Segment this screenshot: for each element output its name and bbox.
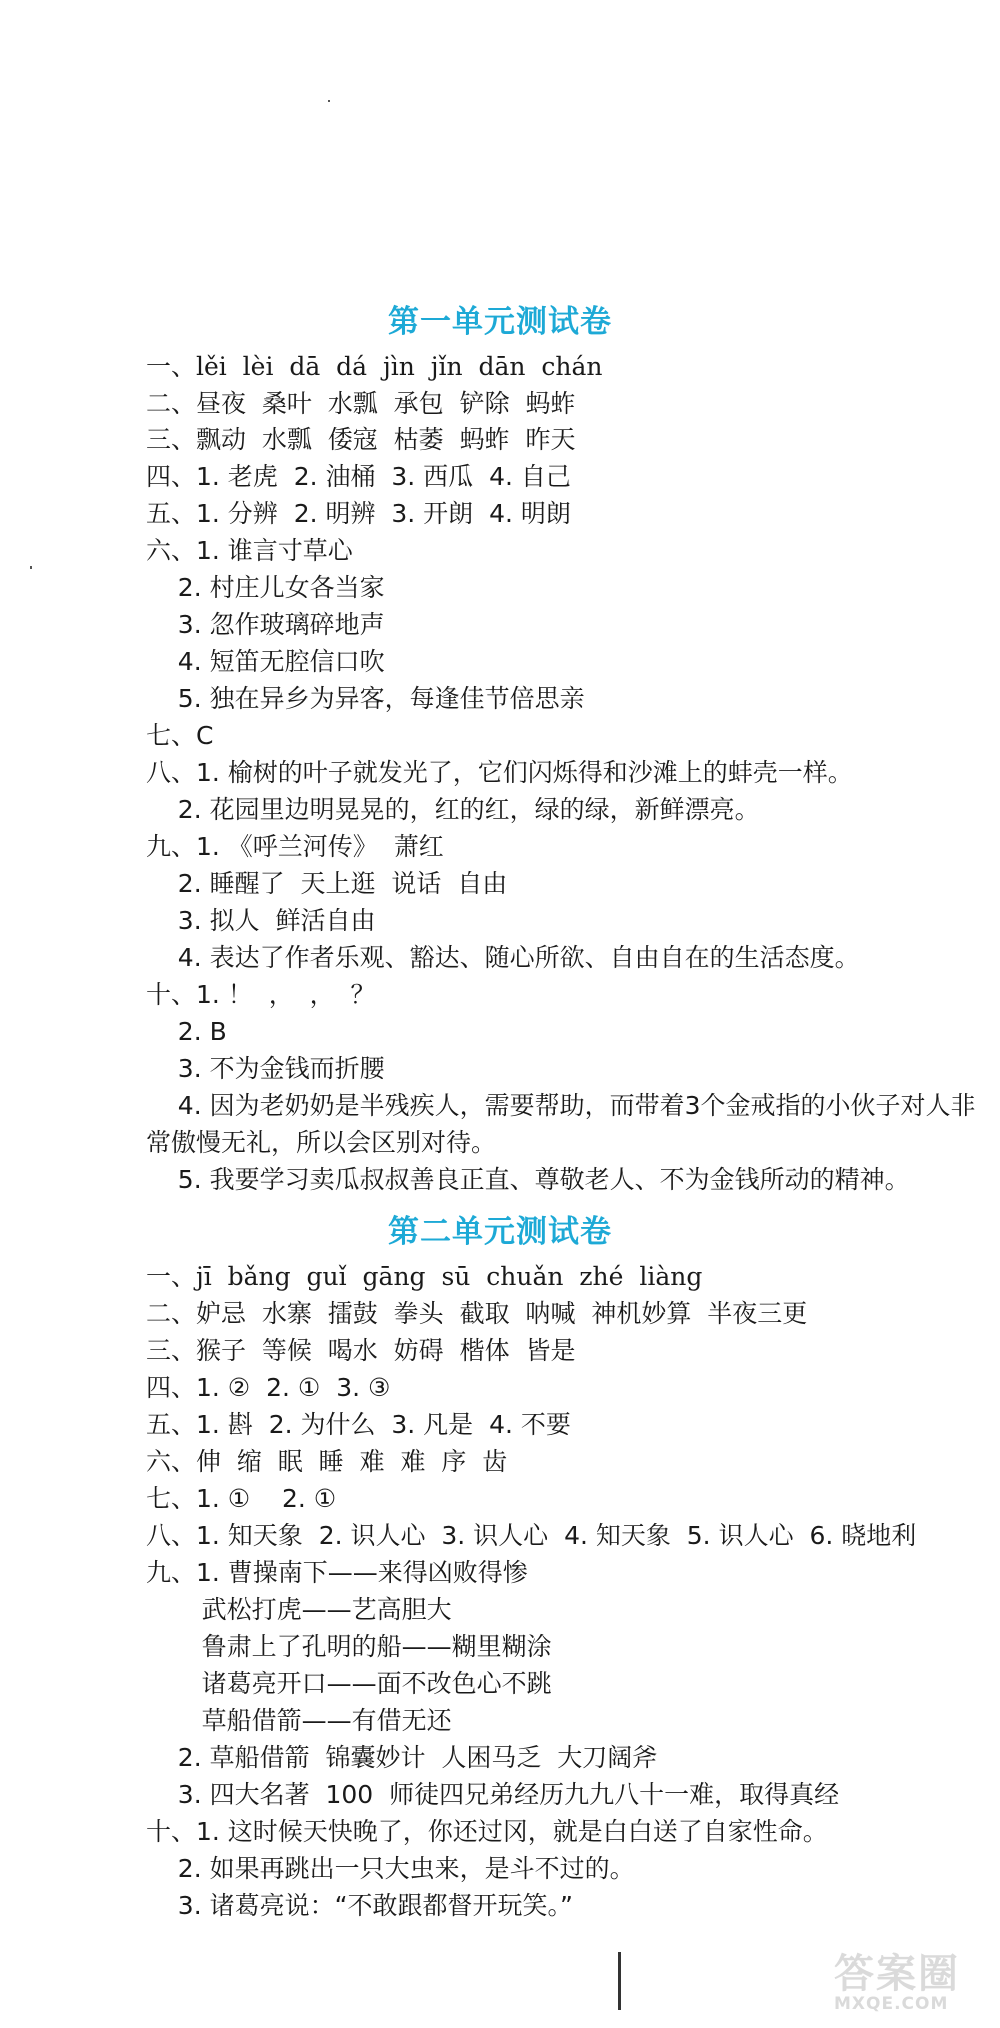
unit1-line-3: 三、飘动 水瓢 倭寇 枯萎 蚂蚱 昨天 <box>146 425 576 454</box>
unit2-line-10: 武松打虎——艺高胆大 <box>146 1595 452 1624</box>
unit2-line-2: 二、妒忌 水寨 擂鼓 拳头 截取 呐喊 神机妙算 半夜三更 <box>146 1299 808 1328</box>
unit2-line-18: 3. 诸葛亮说：“不敢跟都督开玩笑。” <box>146 1891 573 1920</box>
unit1-line-21: 4. 因为老奶奶是半残疾人，需要帮助，而带着3个金戒指的小伙子对人非 <box>146 1091 976 1120</box>
scan-dot <box>30 566 32 569</box>
unit1-line-20: 3. 不为金钱而折腰 <box>146 1054 385 1083</box>
unit2-title: 第二单元测试卷 <box>388 1214 612 1250</box>
unit1-line-2: 二、昼夜 桑叶 水瓢 承包 铲除 蚂蚱 <box>146 389 576 418</box>
unit1-line-4: 四、1. 老虎 2. 油桶 3. 西瓜 4. 自己 <box>146 462 571 491</box>
unit2-line-8: 八、1. 知天象 2. 识人心 3. 识人心 4. 知天象 5. 识人心 6. 晓地利 <box>146 1521 917 1550</box>
unit2-line-11: 鲁肃上了孔明的船——糊里糊涂 <box>146 1632 552 1661</box>
unit2-line-15: 3. 四大名著 100 师徒四兄弟经历九九八十一难，取得真经 <box>146 1780 840 1809</box>
watermark-text: 答案圈 <box>834 1951 960 1997</box>
unit2-line-6: 六、伸 缩 眠 睡 难 难 序 齿 <box>146 1447 508 1476</box>
unit2-line-12: 诸葛亮开口——面不改色心不跳 <box>146 1669 552 1698</box>
unit2-line-9: 九、1. 曹操南下——来得凶败得惨 <box>146 1558 528 1587</box>
unit1-line-8: 3. 忽作玻璃碎地声 <box>146 610 385 639</box>
unit2-line-13: 草船借箭——有借无还 <box>146 1706 452 1735</box>
unit2-line-5: 五、1. 斟 2. 为什么 3. 凡是 4. 不要 <box>146 1410 571 1439</box>
unit1-line-1: 一、lěi lèi dā dá jìn jǐn dān chán <box>146 352 603 381</box>
unit1-line-13: 2. 花园里边明晃晃的，红的红，绿的绿，新鲜漂亮。 <box>146 795 760 824</box>
unit1-line-18: 十、1. ！ ， ， ？ <box>146 980 376 1009</box>
unit1-line-9: 4. 短笛无腔信口吹 <box>146 647 385 676</box>
unit2-line-1: 一、jī bǎng guǐ gāng sū chuǎn zhé liàng <box>146 1262 703 1291</box>
unit1-line-15: 2. 睡醒了 天上逛 说话 自由 <box>146 869 508 898</box>
watermark-logo <box>834 1951 994 2014</box>
unit2-line-14: 2. 草船借箭 锦囊妙计 人困马乏 大刀阔斧 <box>146 1743 658 1772</box>
unit2-line-4: 四、1. ② 2. ① 3. ③ <box>146 1373 391 1402</box>
unit1-line-16: 3. 拟人 鲜活自由 <box>146 906 376 935</box>
unit2-line-7: 七、1. ① 2. ① <box>146 1484 337 1513</box>
unit1-line-7: 2. 村庄儿女各当家 <box>146 573 385 602</box>
watermark-url: MXQE.COM <box>834 1994 949 2014</box>
unit1-line-12: 八、1. 榆树的叶子就发光了，它们闪烁得和沙滩上的蚌壳一样。 <box>146 758 853 787</box>
unit2-line-3: 三、猴子 等候 喝水 妨碍 楷体 皆是 <box>146 1336 576 1365</box>
unit1-line-6: 六、1. 谁言寸草心 <box>146 536 353 565</box>
unit1-line-5: 五、1. 分辨 2. 明辨 3. 开朗 4. 明朗 <box>146 499 571 528</box>
unit1-line-22: 常傲慢无礼，所以会区别对待。 <box>146 1128 497 1157</box>
unit1-line-14: 九、1. 《呼兰河传》 萧红 <box>146 832 444 861</box>
unit2-line-16: 十、1. 这时候天快晚了，你还过冈，就是白白送了自家性命。 <box>146 1817 828 1846</box>
unit2-line-17: 2. 如果再跳出一只大虫来，是斗不过的。 <box>146 1854 635 1883</box>
scan-mark <box>618 1952 621 2010</box>
unit1-line-19: 2. B <box>146 1017 227 1046</box>
unit1-line-23: 5. 我要学习卖瓜叔叔善良正直、尊敬老人、不为金钱所动的精神。 <box>146 1165 910 1194</box>
unit1-line-17: 4. 表达了作者乐观、豁达、随心所欲、自由自在的生活态度。 <box>146 943 860 972</box>
unit1-title: 第一单元测试卷 <box>388 304 612 340</box>
unit1-line-11: 七、C <box>146 721 214 750</box>
unit1-line-10: 5. 独在异乡为异客，每逢佳节倍思亲 <box>146 684 585 713</box>
scan-dot <box>328 100 330 102</box>
